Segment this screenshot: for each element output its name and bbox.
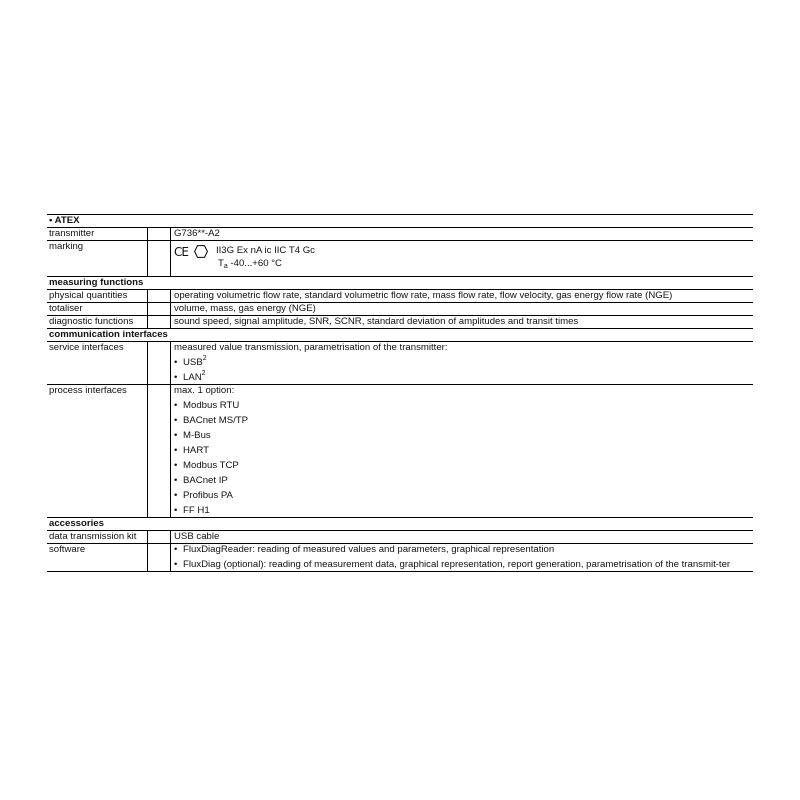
row-label: process interfaces (47, 385, 148, 517)
row-label: transmitter (47, 228, 148, 240)
list-item: • BACnet IP (174, 475, 750, 487)
list-item: • USB$^2$ (174, 357, 750, 369)
temperature-range: $T_a$ -40...+60 °C (217, 258, 282, 270)
software-list (174, 544, 750, 571)
table-row (47, 385, 753, 518)
row-value: measured value transmission, parametrisation of the transmitter: (174, 342, 448, 353)
row-value: USB cable (174, 531, 220, 542)
list-item: • FluxDiag (optional): reading of measurement data, graphical representation, report generation, parametrisation of the transmit-ter (174, 559, 750, 571)
list-item: • M-Bus (174, 430, 750, 442)
row-label: data transmission kit (47, 531, 148, 543)
table-row (47, 290, 753, 303)
ce-mark-icon: CE (174, 244, 188, 259)
row-label: software (47, 544, 148, 571)
table-row (47, 228, 753, 241)
list-item: • Profibus PA (174, 490, 750, 502)
list-item: • Modbus TCP (174, 460, 750, 472)
table-row (47, 303, 753, 316)
list-item: • Modbus RTU (174, 400, 750, 412)
table-row (47, 316, 753, 329)
list-item: • BACnet MS/TP (174, 415, 750, 427)
marking-line: II3G Ex nA ic IIC T4 Gc (215, 245, 315, 256)
row-value: sound speed, signal amplitude, SNR, SCNR, standard deviation of amplitudes and transit times (174, 316, 579, 327)
row-label: diagnostic functions (47, 316, 148, 328)
section-heading-accessories: accessories (47, 518, 753, 531)
row-value: max. 1 option: (174, 385, 235, 396)
list-item: • HART (174, 445, 750, 457)
spec-table (47, 214, 753, 572)
table-row (47, 531, 753, 544)
row-label: totaliser (47, 303, 148, 315)
row-label: marking (47, 241, 148, 276)
list-item: • FF H1 (174, 505, 750, 517)
section-heading-atex: • ATEX (47, 214, 753, 228)
row-label: physical quantities (47, 290, 148, 302)
list-item: • LAN$^2$ (174, 372, 750, 384)
table-row (47, 544, 753, 572)
row-label: service interfaces (47, 342, 148, 384)
ex-hexagon-icon (194, 245, 208, 258)
marking-value (171, 241, 753, 276)
certification-marks (174, 245, 208, 258)
section-heading-communication: communication interfaces (47, 329, 753, 342)
section-heading-measuring: measuring functions (47, 277, 753, 290)
row-value: volume, mass, gas energy (NGE) (174, 303, 316, 314)
list-item: • FluxDiagReader: reading of measured values and parameters, graphical representation (174, 544, 750, 556)
table-row (47, 241, 753, 277)
row-value: operating volumetric flow rate, standard volumetric flow rate, mass flow rate, flow velocity, gas energy flow rate (NGE) (174, 290, 673, 301)
service-interface-list (174, 354, 750, 384)
row-value: G736**-A2 (174, 228, 220, 239)
process-interface-list (174, 400, 750, 517)
table-row (47, 342, 753, 385)
